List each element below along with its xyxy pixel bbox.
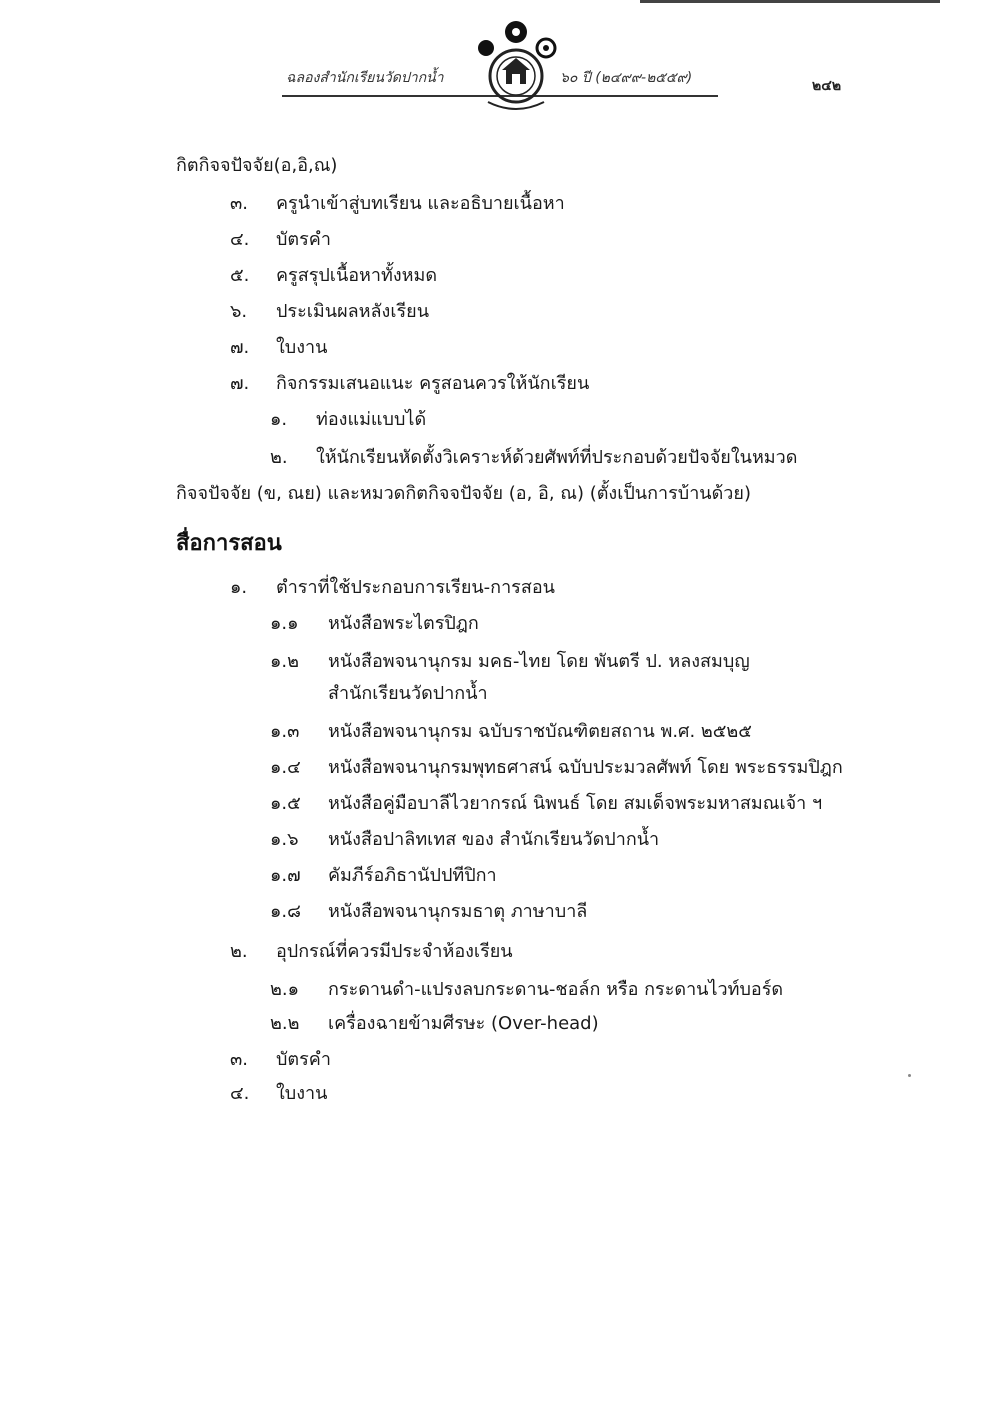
item-text: หนังสือพระไตรปิฎก [328, 613, 479, 634]
media-group-title [230, 940, 513, 964]
sub-item-text: ให้นักเรียนหัดตั้งวิเคราะห์ด้วยศัพท์ที่ประกอบด้วยปัจจัยในหมวด [316, 447, 798, 468]
media-group-title [230, 1082, 327, 1106]
item-number: ๒.๒ [270, 1013, 300, 1034]
activity-title: กิตกิจจปัจจัย(อ,อิ,ณ) [176, 155, 338, 176]
item-number: ๑.๘ [270, 901, 302, 922]
group-title-text: ใบงาน [276, 1083, 328, 1104]
header-left-text: ฉลองสำนักเรียนวัดปากน้ำ [286, 70, 444, 86]
temple-emblem-logo [468, 18, 564, 118]
item-number: ๑.๓ [270, 721, 300, 742]
item-text: กิจกรรมเสนอแนะ ครูสอนควรให้นักเรียน [276, 373, 590, 394]
activity-item [230, 264, 437, 288]
item-number: ๗. [230, 337, 250, 358]
item-number: ๑.๑ [270, 613, 299, 634]
activity-item [230, 228, 331, 252]
item-text: บัตรคำ [276, 229, 331, 250]
group-number: ๓. [230, 1049, 249, 1070]
media-item [270, 612, 479, 636]
group-number: ๔. [230, 1083, 250, 1104]
item-text: คัมภีร์อภิธานัปปทีปิกา [328, 865, 497, 886]
item-number: ๒.๑ [270, 979, 300, 1000]
item-text: หนังสือพจนานุกรมธาตุ ภาษาบาลี [328, 901, 588, 922]
item-number: ๑.๕ [270, 793, 301, 814]
group-title-text: บัตรคำ [276, 1049, 331, 1070]
sub-item-text: ท่องแม่แบบได้ [316, 409, 427, 430]
media-heading: สื่อการสอน [176, 531, 282, 556]
item-number: ๑.๗ [270, 865, 301, 886]
item-text: ใบงาน [276, 337, 328, 358]
item-number: ๑.๖ [270, 829, 299, 850]
page-number: ๒๔๒ [812, 78, 842, 94]
media-item-continuation: สำนักเรียนวัดปากน้ำ [328, 683, 488, 704]
activity-item [230, 300, 429, 324]
item-number: ๓. [230, 193, 249, 214]
item-text: ครูนำเข้าสู่บทเรียน และอธิบายเนื้อหา [276, 193, 565, 214]
item-text: ประเมินผลหลังเรียน [276, 301, 430, 322]
item-number: ๑.๒ [270, 651, 300, 672]
item-text: เครื่องฉายข้ามศีรษะ (Over-head) [328, 1013, 599, 1034]
item-number: ๑.๔ [270, 757, 301, 778]
activity-continuation: กิจจปัจจัย (ข, ณย) และหมวดกิตกิจจปัจจัย (อ, อิ, ณ) (ตั้งเป็นการบ้านด้วย) [176, 483, 751, 504]
item-number: ๔. [230, 229, 250, 250]
activity-sub-item [270, 446, 797, 470]
media-item [270, 900, 587, 924]
media-item [270, 650, 750, 674]
group-number: ๑. [230, 577, 248, 598]
header-right-text: ๖๐ ปี (๒๔๙๙-๒๕๕๙) [560, 70, 693, 86]
item-text: ครูสรุปเนื้อหาทั้งหมด [276, 265, 438, 286]
scan-speck [908, 1074, 911, 1077]
media-item [270, 864, 497, 888]
media-item [270, 792, 822, 816]
activity-item [230, 336, 327, 360]
media-group-title [230, 1048, 331, 1072]
item-text: หนังสือพจนานุกรมพุทธศาสน์ ฉบับประมวลศัพท์ โดย พระธรรมปิฎก [328, 757, 843, 778]
sub-item-number: ๒. [270, 447, 288, 468]
media-item [270, 978, 783, 1002]
group-number: ๒. [230, 941, 248, 962]
sub-item-number: ๑. [270, 409, 288, 430]
activity-sub-item [270, 408, 426, 432]
media-item [270, 720, 752, 744]
item-text: กระดานดำ-แปรงลบกระดาน-ชอล์ก หรือ กระดานไวท์บอร์ด [328, 979, 784, 1000]
item-text: หนังสือพจนานุกรม ฉบับราชบัณฑิตยสถาน พ.ศ. ๒๕๒๕ [328, 721, 752, 742]
media-group-title [230, 576, 555, 600]
item-text: หนังสือพจนานุกรม มคธ-ไทย โดย พันตรี ป. หลงสมบุญ [328, 651, 750, 672]
media-item [270, 1012, 599, 1036]
item-number: ๕. [230, 265, 250, 286]
item-number: ๗. [230, 373, 250, 394]
page-header [0, 0, 1000, 125]
media-item [270, 828, 659, 852]
item-number: ๖. [230, 301, 248, 322]
item-text: หนังสือปาลิทเทส ของ สำนักเรียนวัดปากน้ำ [328, 829, 660, 850]
group-title-text: ตำราที่ใช้ประกอบการเรียน-การสอน [276, 577, 555, 598]
activity-item [230, 192, 565, 216]
media-item [270, 756, 843, 780]
group-title-text: อุปกรณ์ที่ควรมีประจำห้องเรียน [276, 941, 513, 962]
item-text: หนังสือคู่มือบาลีไวยากรณ์ นิพนธ์ โดย สมเด็จพระมหาสมณเจ้า ฯ [328, 793, 823, 814]
activity-item [230, 372, 589, 396]
